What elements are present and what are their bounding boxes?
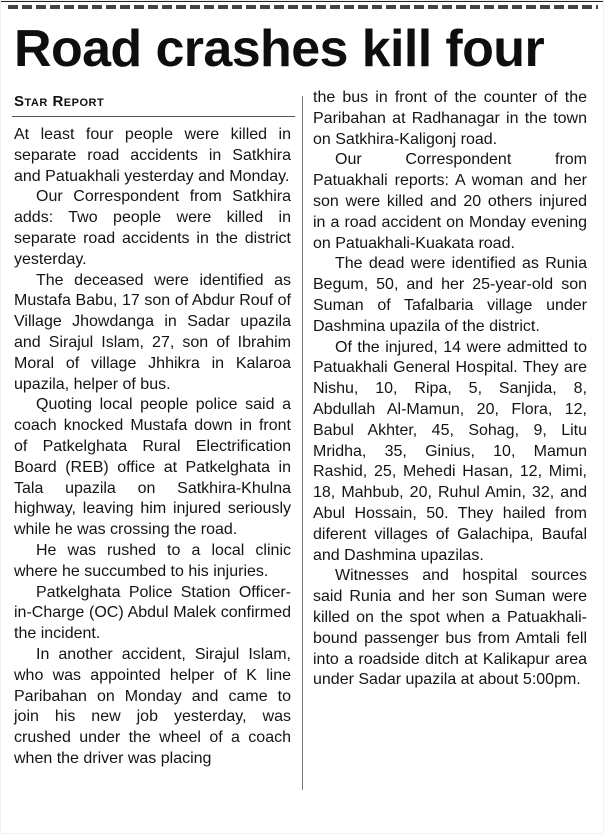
- paragraph: Patkelghata Police Station Officer-in-Charge (OC) Abdul Malek confirmed the incident.: [14, 583, 291, 643]
- paragraph: Of the injured, 14 were admitted to Patuakhali General Hospital. They are Nishu, 10, Ripa, 5, Sanjida, 8, Abdullah Al-Mamun, 20, Flora, 12, Babul Akhter, 45, Sohag, 9, Litu Mridha, 35, Ginius, 10, Mamun Rashid, 25, Mehedi Hasan, 12, Mimi, 18, Mahbub, 20, Ruhul Amin, 32, and Abul Hossain, 50. They hailed from diferent villages of Galachipa, Baufal and Dashmina upazilas.: [313, 338, 587, 564]
- paragraph: The dead were identified as Runia Begum, 50, and her 25-year-old son Suman of Tafalbaria village under Dashmina upazila of the district.: [313, 255, 587, 335]
- paragraph: In another accident, Sirajul Islam, who was appointed helper of K line Paribahan on Monday and came to join his new job yesterday, was crushed under the wheel of a coach when the driver was placing: [14, 645, 291, 767]
- clipping-top-edge: [0, 0, 604, 9]
- paragraph: At least four people were killed in separate road accidents in Satkhira and Patuakhali yesterday and Monday.: [14, 126, 291, 185]
- clipping-dashed-border: [8, 5, 598, 9]
- right-column: [313, 88, 587, 691]
- byline-rule: [12, 116, 295, 117]
- left-column: [14, 125, 291, 770]
- column-divider: [302, 96, 303, 790]
- paragraph: He was rushed to a local clinic where he succumbed to his injuries.: [14, 541, 291, 580]
- headline: Road crashes kill four: [14, 20, 545, 78]
- paragraph: Our Correspondent from Satkhira adds: Two people were killed in separate road accidents in the district yesterday.: [14, 188, 291, 268]
- byline: Star Report: [14, 93, 105, 110]
- paragraph: the bus in front of the counter of the Paribahan at Radhanagar in the town on Satkhira-Kaligonj road.: [313, 89, 587, 148]
- paragraph: Our Correspondent from Patuakhali reports: A woman and her son were killed and 20 others injured in a road accident on Monday evening on Patuakhali-Kuakata road.: [313, 151, 587, 252]
- paragraph: Quoting local people police said a coach knocked Mustafa down in front of Patkelghata Rural Electrification Board (REB) office at Patkelghata in Tala upazila on Satkhira-Khulna highway, leaving him injured seriously while he was crossing the road.: [14, 396, 291, 539]
- paragraph: The deceased were identified as Mustafa Babu, 17 son of Abdur Rouf of Village Jhowdanga in Sadar upazila and Sirajul Islam, 27, son of Ibrahim Moral of village Jhhikra in Kalaroa upazila, helper of bus.: [14, 271, 291, 393]
- paragraph: Witnesses and hospital sources said Runia and her son Suman were killed on the spot when a Patuakhali-bound passenger bus from Amtali fell into a roadside ditch at Kalikapur area under Sadar upazila at about 5:00pm.: [313, 567, 587, 689]
